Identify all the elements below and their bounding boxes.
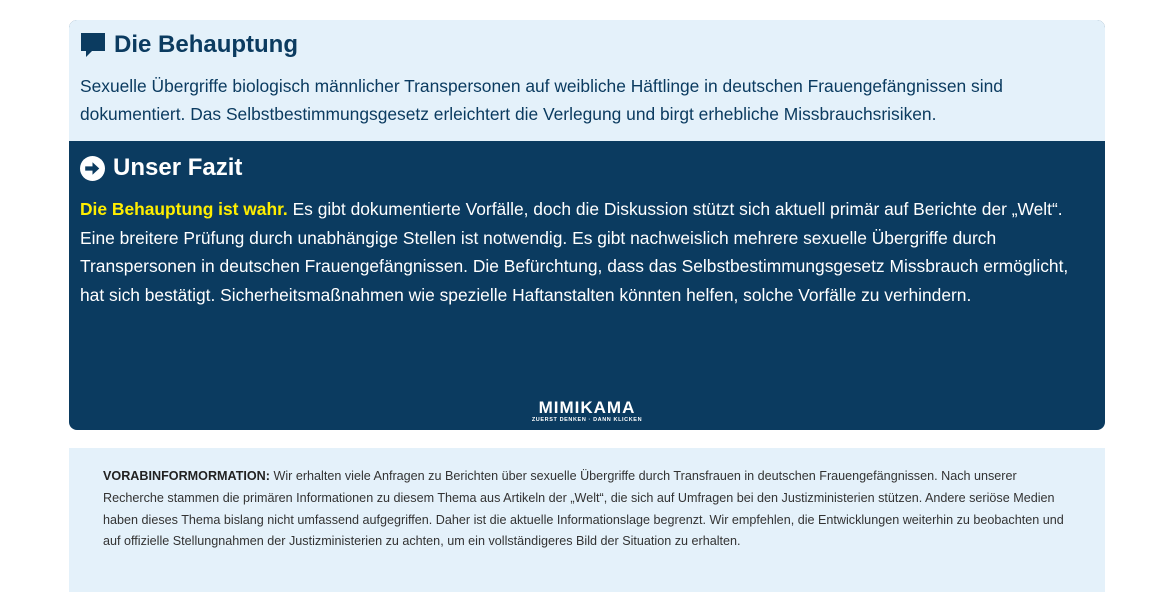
preliminary-info-box xyxy=(69,448,1105,592)
claim-title: Die Behauptung xyxy=(114,31,298,58)
factcheck-card xyxy=(69,20,1105,430)
claim-text: Sexuelle Übergriffe biologisch männlicher Transpersonen auf weibliche Häftlinge in deutschen Frauengefängnissen sind dokumentiert. Das Selbstbestimmungsgesetz erleichtert die Verlegung und birgt erhebliche Missbrauchsrisiken. xyxy=(80,76,1003,124)
logo-tagline: ZUERST DENKEN · DANN KLICKEN xyxy=(531,417,643,423)
arrow-circle-right-icon xyxy=(80,156,105,181)
fazit-heading xyxy=(80,153,1094,183)
fazit-body: Es gibt dokumentierte Vorfälle, doch die Diskussion stützt sich aktuell primär auf Berichte der „Welt“. Eine breitere Prüfung durch unabhängige Stellen ist notwendig. Es gibt nachweislich mehrere sexuelle Übergriffe durch Transpersonen in deutschen Frauengefängnissen. Die Befürchtung, dass das Selbstbestimmungsgesetz Missbrauch ermöglicht, hat sich bestätigt. Sicherheitsmaßnahmen wie spezielle Haftanstalten könnten helfen, solche Vorfälle zu verhindern. xyxy=(80,199,1069,305)
fazit-text xyxy=(80,195,1094,309)
fazit-title: Unser Fazit xyxy=(113,154,243,181)
fazit-section xyxy=(69,141,1105,430)
info-label: VORABINFORMORMATION: xyxy=(103,469,270,483)
claim-heading xyxy=(80,30,1094,60)
logo-wordmark: MIMIKAMA xyxy=(538,398,636,417)
mimikama-logo xyxy=(69,399,1105,424)
info-body: Wir erhalten viele Anfragen zu Berichten über sexuelle Übergriffe durch Transfrauen in deutschen Frauengefängnissen. Nach unserer Recherche stammen die primären Informationen zu diesem Thema aus Artikeln der „Welt“, die sich auf Umfragen bei den Justizministerien stützen. Andere seriöse Medien haben dieses Thema bislang nicht umfassend aufgegriffen. Daher ist die aktuelle Informationslage begrenzt. Wir empfehlen, die Entwicklungen weiterhin zu beobachten und auf offizielle Stellungnahmen der Justizministerien zu achten, um ein vollständigeres Bild der Situation zu erhalten. xyxy=(103,469,1064,549)
speech-bubble-icon xyxy=(80,32,106,58)
verdict-label: Die Behauptung ist wahr. xyxy=(80,199,288,219)
info-text xyxy=(103,466,1071,553)
claim-section xyxy=(69,20,1105,141)
